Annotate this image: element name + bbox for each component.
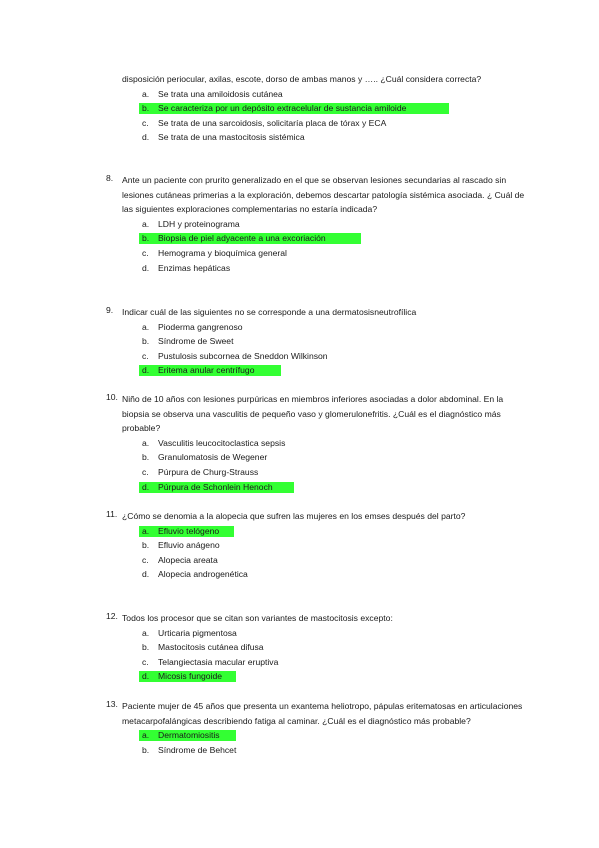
option-c [106,116,522,131]
options-list [106,217,526,275]
option-letter: b. [142,336,150,347]
option-text: Enzimas hepáticas [158,262,231,273]
question-text: Niño de 10 años con lesiones purpúricas en miembros inferiores asociadas a dolor abdominal. En la biopsia se observa una vasculitis de pequeño vaso y glomerulonefritis. ¿Cuál es el diagnóstico más probable? [122,394,504,434]
option-a [106,87,522,102]
option-text: Urticaria pigmentosa [158,627,237,638]
option-c [106,553,526,568]
option-letter: d. [142,671,150,682]
option-a [106,320,526,335]
option-text: Púrpura de Schonlein Henoch [158,481,273,492]
option-text: Se caracteriza por un depósito extracelular de sustancia amiloide [158,103,407,114]
options-list [106,87,522,145]
option-b [106,640,526,655]
option-a [106,217,526,232]
option-letter: b. [142,540,150,551]
option-letter: c. [142,466,149,477]
option-letter: c. [142,117,149,128]
option-d-correct [106,480,526,495]
question-7-continuation [122,72,522,145]
option-text: Telangiectasia macular eruptiva [158,656,279,667]
option-text: Eritema anular centrífugo [158,365,255,376]
question-text: Ante un paciente con prurito generalizado en el que se observan lesiones secundarias al rascado sin lesiones cutáneas primerias a la exploración, debemos descartar patología sistémica asociada. ¿ Cuál de las siguientes exploraciones complementarias no estaría indicada? [122,175,525,215]
option-letter: a. [142,730,150,741]
option-text: Pioderma gangrenoso [158,321,243,332]
question-11 [106,509,526,582]
option-c [106,655,526,670]
option-b-correct [106,101,522,116]
option-a [106,436,526,451]
question-number: 10. [106,392,118,402]
option-letter: b. [142,744,150,755]
option-letter: a. [142,627,150,638]
option-letter: a. [142,88,150,99]
option-text: Alopecia areata [158,554,218,565]
options-list [106,436,526,494]
option-letter: c. [142,554,149,565]
option-letter: c. [142,656,149,667]
option-a-correct [106,524,526,539]
option-c [106,246,526,261]
option-a [106,626,526,641]
option-text: Efluvio anágeno [158,540,220,551]
option-text: Pustulosis subcornea de Sneddon Wilkinson [158,350,328,361]
option-text: Micosis fungoide [158,671,223,682]
question-10 [106,392,526,494]
question-number: 8. [106,173,114,183]
option-letter: a. [142,218,150,229]
option-text: Biopsia de piel adyacente a una excoriación [158,233,326,244]
option-letter: b. [142,452,150,463]
option-d [106,130,522,145]
option-letter: c. [142,350,149,361]
option-c [106,349,526,364]
option-letter: d. [142,569,150,580]
option-letter: a. [142,525,150,536]
options-list [106,728,526,757]
question-number: 11. [106,509,118,519]
option-letter: c. [142,247,149,258]
question-number: 9. [106,305,114,315]
option-letter: a. [142,437,150,448]
option-text: Se trata de una mastocitosis sistémica [158,132,305,143]
question-number: 13. [106,699,118,709]
options-list [106,320,526,378]
option-letter: d. [142,481,150,492]
option-b [106,334,526,349]
option-c [106,465,526,480]
option-text: Dermatomiositis [158,730,220,741]
option-letter: b. [142,103,150,114]
option-letter: a. [142,321,150,332]
option-letter: d. [142,132,150,143]
option-text: Se trata de una sarcoidosis, solicitaría placa de tórax y ECA [158,117,387,128]
option-letter: b. [142,642,150,653]
options-list [106,626,526,684]
question-12 [106,611,526,684]
option-text: Vasculitis leucocitoclastica sepsis [158,437,286,448]
option-a-correct [106,728,526,743]
option-letter: d. [142,365,150,376]
option-letter: d. [142,262,150,273]
option-text: Síndrome de Behcet [158,744,237,755]
option-b [106,743,526,758]
options-list [106,524,526,582]
question-text: Paciente mujer de 45 años que presenta un exantema heliotropo, pápulas eritematosas en articulaciones metacarpofalángicas describiendo fatiga al caminar. ¿Cuál es el diagnóstico más probable? [122,701,523,726]
option-text: Granulomatosis de Wegener [158,452,268,463]
question-9 [106,305,526,378]
option-b [106,538,526,553]
option-d-correct [106,363,526,378]
option-d [106,567,526,582]
option-letter: b. [142,233,150,244]
option-b [106,450,526,465]
question-text: Indicar cuál de las siguientes no se corresponde a una dermatosisneutrofílica [122,307,417,317]
option-text: Hemograma y bioquímica general [158,247,287,258]
option-text: Mastocitosis cutánea difusa [158,642,264,653]
question-text: disposición periocular, axilas, escote, dorso de ambas manos y ….. ¿Cuál considera correcta? [122,74,482,84]
question-text: ¿Cómo se denomia a la alopecia que sufren las mujeres en los emses después del parto? [122,511,466,521]
option-text: Síndrome de Sweet [158,336,234,347]
option-d [106,261,526,276]
question-text: Todos los procesor que se citan son variantes de mastocitosis excepto: [122,613,393,623]
option-text: Efluvio telógeno [158,525,220,536]
option-text: Púrpura de Churg-Strauss [158,466,259,477]
option-d-correct [106,669,526,684]
question-number: 12. [106,611,118,621]
option-text: Se trata una amiloidosis cutánea [158,88,283,99]
question-8 [106,173,526,275]
option-text: LDH y proteinograma [158,218,240,229]
question-13 [106,699,526,757]
option-b-correct [106,231,526,246]
option-text: Alopecia androgenética [158,569,248,580]
